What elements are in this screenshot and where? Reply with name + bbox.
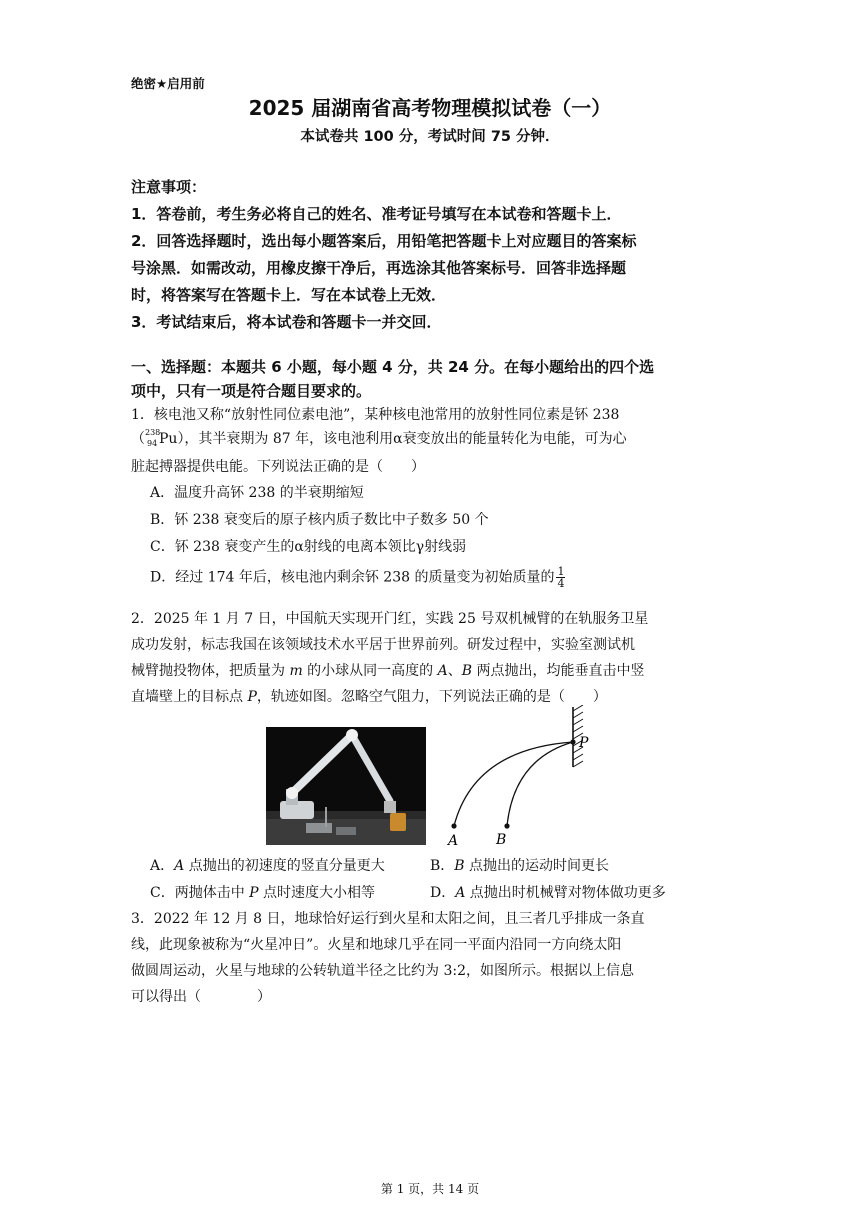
fraction-numerator: 1 [557, 565, 565, 578]
q1-option-b: B．钚 238 衰变后的原子核内质子数比中子数多 50 个 [150, 512, 489, 528]
notice-item-1: 1．答卷前，考生务必将自己的姓名、准考证号填写在本试卷和答题卡上． [131, 205, 622, 223]
q1-stem-line3: 脏起搏器提供电能。下列说法正确的是（ ） [131, 459, 425, 475]
notice-item-3: 3．考试结束后，将本试卷和答题卡一并交回． [131, 313, 442, 331]
trajectory-svg [440, 705, 600, 850]
q3-stem-line2: 线，此现象被称为“火星冲日”。火星和地球几乎在同一平面内沿同一方向绕太阳 [131, 937, 622, 953]
option-letter: C．两抛体击中 [150, 885, 250, 901]
q1-option-d [150, 566, 565, 589]
nuclide-symbol: Pu [159, 431, 178, 447]
q2-stem-line3 [131, 660, 645, 680]
q2-option-b [430, 855, 609, 875]
q1-stem-line1: 1．核电池又称“放射性同位素电池”，某种核电池常用的放射性同位素是钚 238 [131, 407, 620, 423]
q2-stem-line2: 成功发射，标志我国在该领域技术水平居于世界前列。研发过程中，实验室测试机 [131, 637, 635, 653]
page-footer: 第 1 页，共 14 页 [380, 1182, 480, 1196]
q2-text: 的小球从同一高度的 [302, 663, 438, 679]
var-b: B [461, 663, 473, 679]
q2-text: ，轨迹如图。忽略空气阻力，下列说法正确的是（ ） [256, 689, 607, 705]
nuclide-atomic-number: 94 [147, 439, 158, 448]
q1-stem-line2 [131, 428, 627, 448]
option-letter: D． [430, 885, 456, 901]
q2-option-d [430, 882, 666, 902]
trajectory-diagram [440, 705, 600, 850]
nuclide-mass-number: 238 [145, 428, 161, 437]
var-m: m [289, 663, 303, 679]
q2-option-a [150, 855, 385, 875]
robot-arm-photo [266, 727, 426, 845]
notice-heading: 注意事项： [131, 178, 207, 196]
var-p: P [249, 885, 259, 901]
q2-option-c [150, 882, 375, 902]
option-text: 点时速度大小相等 [258, 885, 376, 901]
q2-text: 两点抛出，均能垂直击中竖 [472, 663, 645, 679]
label-p: P [579, 735, 589, 751]
robot-arm-icon [266, 727, 426, 845]
label-b: B [496, 832, 507, 848]
var-p: P [247, 689, 257, 705]
nuclide-notation [145, 428, 161, 448]
option-text: 点抛出的运动时间更长 [464, 858, 610, 874]
q2-text: 械臂抛投物体，把质量为 [131, 663, 290, 679]
q2-stem-line4 [131, 686, 607, 706]
q1-option-d-text: D．经过 174 年后，核电池内剩余钚 238 的质量变为初始质量的 [150, 569, 555, 586]
q2-stem-line1: 2．2025 年 1 月 7 日，中国航天实现开门红，实践 25 号双机械臂的在轨服务卫星 [131, 611, 649, 627]
var-b: B [454, 858, 465, 874]
section-heading-line1: 一、选择题：本题共 6 小题，每小题 4 分，共 24 分。在每小题给出的四个选 [131, 358, 655, 376]
q3-stem-line1: 3．2022 年 12 月 8 日，地球恰好运行到火星和太阳之间，且三者几乎排成一条直 [131, 911, 645, 927]
var-a: A [455, 885, 466, 901]
fraction-denominator: 4 [557, 577, 565, 590]
var-a: A [437, 663, 448, 679]
option-letter: B． [430, 858, 455, 874]
q1-option-a: A．温度升高钚 238 的半衰期缩短 [150, 485, 364, 501]
exam-title: 2025 届湖南省高考物理模拟试卷（一） [248, 96, 612, 120]
section-heading-line2: 项中，只有一项是符合题目要求的。 [131, 382, 372, 400]
var-a: A [174, 858, 185, 874]
q2-text: 、 [447, 663, 462, 679]
q1-stem-line2-text: ），其半衰期为 87 年，该电池利用α衰变放出的能量转化为电能，可为心 [177, 431, 627, 447]
secret-label: 绝密★启用前 [131, 76, 205, 91]
fraction-one-quarter [556, 566, 565, 589]
q2-text: 直墙壁上的目标点 [131, 689, 248, 705]
exam-subtitle: 本试卷共 100 分，考试时间 75 分钟． [300, 129, 560, 145]
notice-item-2-cont2: 时，将答案写在答题卡上．写在本试卷上无效． [131, 286, 447, 304]
option-text: 点抛出的初速度的竖直分量更大 [184, 858, 385, 874]
notice-item-2: 2．回答选择题时，选出每小题答案后，用铅笔把答题卡上对应题目的答案标 [131, 232, 637, 250]
q1-paren-open: （ [131, 431, 145, 447]
q3-stem-line3: 做圆周运动，火星与地球的公转轨道半径之比约为 3:2，如图所示。根据以上信息 [131, 963, 634, 979]
option-letter: A． [150, 858, 175, 874]
label-a: A [448, 833, 459, 849]
q1-option-c: C．钚 238 衰变产生的α射线的电离本领比γ射线弱 [150, 539, 467, 555]
q3-stem-line4: 可以得出（ ） [131, 989, 271, 1005]
option-text: 点抛出时机械臂对物体做功更多 [465, 885, 666, 901]
notice-item-2-cont: 号涂黑．如需改动，用橡皮擦干净后，再选涂其他答案标号．回答非选择题 [131, 259, 627, 277]
